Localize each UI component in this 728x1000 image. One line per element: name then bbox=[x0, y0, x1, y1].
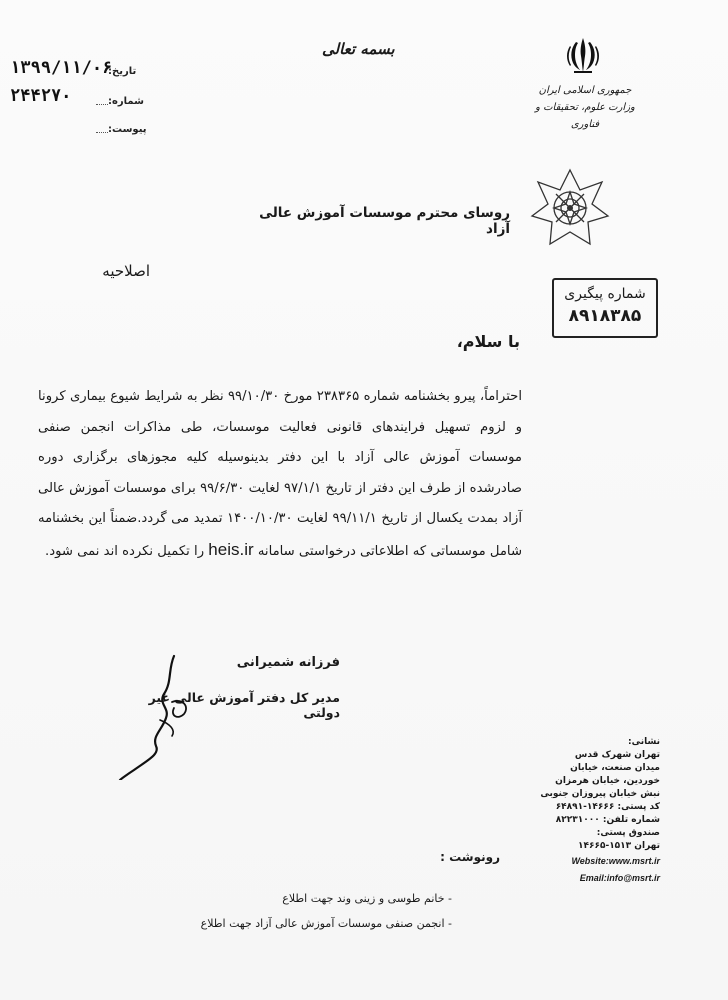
date-value: ۱۳۹۹/۱۱/۰۶ bbox=[10, 58, 113, 78]
number-dots bbox=[96, 104, 108, 105]
date-label: تاریخ: bbox=[108, 66, 137, 77]
attachment-dots bbox=[96, 132, 108, 133]
address-line-3: خوردین، خیابان هرمزان bbox=[555, 776, 660, 786]
ministry-name: وزارت علوم، تحقیقات و فناوری bbox=[535, 102, 635, 130]
body-part-2: را تکمیل نکرده اند نمی شود. bbox=[45, 543, 205, 559]
address-block bbox=[520, 736, 660, 885]
number-label: شماره: bbox=[108, 96, 144, 107]
tracking-box bbox=[552, 278, 658, 338]
address-label: نشانی: bbox=[627, 737, 660, 747]
number-value: ۲۴۴۲۷۰ bbox=[10, 86, 72, 106]
greeting: با سلام، bbox=[456, 332, 520, 351]
signatory-title: مدیر کل دفتر آموزش عالی غیر دولتی bbox=[148, 690, 340, 720]
tracking-number: ۸۹۱۸۳۸۵ bbox=[568, 306, 642, 326]
phone-number: شماره تلفن: ۸۲۲۳۱۰۰۰ bbox=[555, 815, 660, 825]
po-box-label: صندوق پستی: bbox=[596, 828, 660, 838]
ministry-block bbox=[520, 82, 650, 133]
letter-body bbox=[38, 382, 522, 567]
email-link[interactable]: Email:info@msrt.ir bbox=[579, 873, 660, 883]
po-box: تهران ۱۵۱۳-۱۴۶۶۵ bbox=[577, 841, 660, 851]
basmala: بسمه تعالی bbox=[322, 40, 395, 58]
attachment-label: پیوست: bbox=[108, 124, 147, 135]
cc-item-2: - انجمن صنفی موسسات آموزش عالی آزاد جهت اطلاع bbox=[200, 917, 452, 930]
correction-heading: اصلاحیه bbox=[102, 262, 150, 280]
handwritten-signature bbox=[112, 650, 212, 784]
cc-title: رونوشت : bbox=[440, 850, 500, 864]
signatory-name: فرزانه شمیرانی bbox=[236, 655, 340, 670]
recipient: روسای محترم موسسات آموزش عالی آزاد bbox=[259, 205, 510, 237]
ornament-icon bbox=[530, 168, 610, 252]
heis-link[interactable]: heis.ir bbox=[208, 539, 254, 559]
iran-emblem-icon bbox=[562, 34, 604, 80]
website-link[interactable]: Website:www.msrt.ir bbox=[571, 856, 660, 866]
body-part-1: احتراماً، پیرو بخشنامه شماره ۲۳۸۳۶۵ مورخ ۹۹/۱۰/۳۰ نظر به شرایط شیوع بیماری کرونا و لزوم تسهیل فرایندهای قانونی فعالیت موسسات، طی مذاکرات انجمن صنفی موسسات آموزش عالی آزاد با این دفتر بدینوسیله کلیه مجوزهای برگزاری دوره صادرشده از طرف این دفتر از تاریخ ۹۷/۱/۱ لغایت ۹۹/۶/۳۰ برای موسسات آموزش عالی آزاد بمدت یکسال از تاریخ ۹۹/۱۱/۱ لغایت ۱۴۰۰/۱۰/۳۰ تمدید می گردد.ضمناً این بخشنامه شامل موسساتی که اطلاعاتی درخواستی سامانه bbox=[38, 389, 523, 559]
address-line-1: تهران شهرک قدس bbox=[574, 750, 660, 760]
address-line-4: نبش خیابان پیروزان جنوبی bbox=[540, 789, 660, 799]
cc-item-1: - خانم طوسی و زینی وند جهت اطلاع bbox=[282, 892, 452, 905]
postal-code: کد پستی: ۱۴۶۶۶-۶۴۸۹۱ bbox=[555, 802, 660, 812]
address-line-2: میدان صنعت، خیابان bbox=[570, 763, 660, 773]
country-name: جمهوری اسلامی ایران bbox=[538, 85, 632, 96]
tracking-label: شماره پیگیری bbox=[564, 286, 646, 302]
